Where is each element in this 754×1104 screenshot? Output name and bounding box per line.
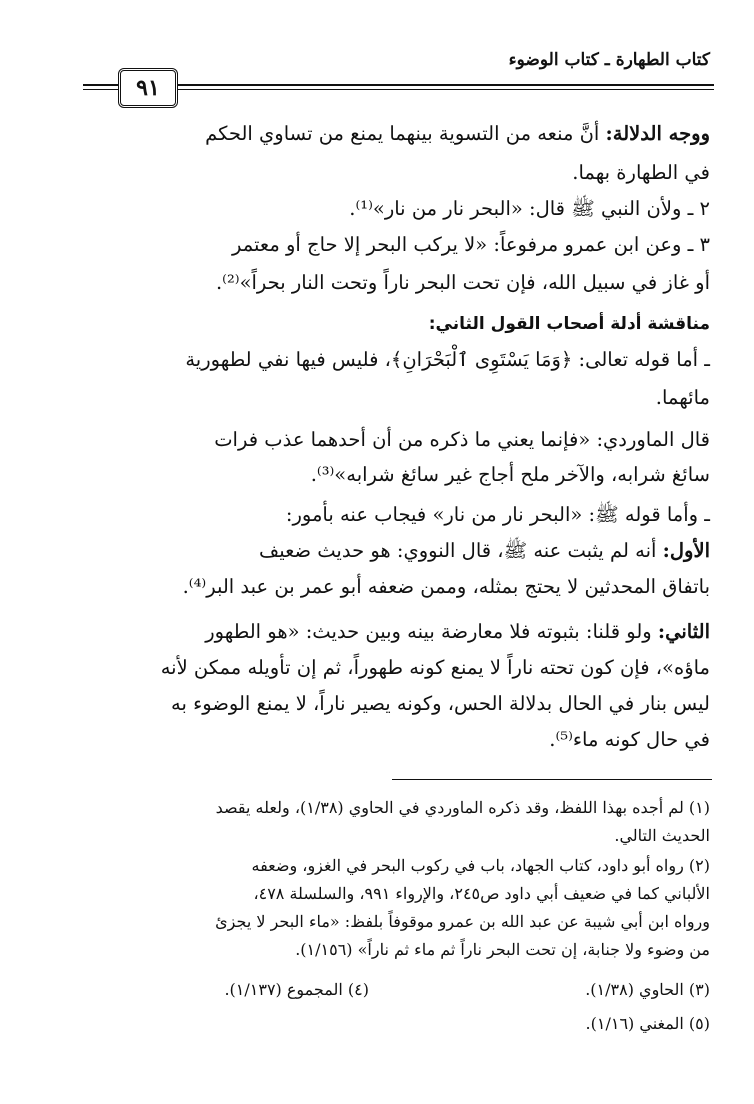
header-rule-thin [178, 89, 714, 90]
body-line-9: قال الماوردي: «فإنما يعني ما ذكره من أن أحدهما عذب فرات [214, 428, 710, 451]
footnote-4: (٤) المجموع (١/١٣٧). [224, 980, 369, 999]
body-line-4: ٣ ـ وعن ابن عمرو مرفوعاً: «لا يركب البحر إلا حاج أو معتمر [232, 233, 710, 256]
body-line-16: ليس بنار في الحال بدلالة الحس، وكونه يصير ناراً، لا يمنع الوضوء به [171, 692, 710, 715]
body-line-13: باتفاق المحدثين لا يحتج بمثله، وممن ضعفه أبو عمر بن عبد البر⁽⁴⁾. [182, 575, 710, 598]
section-heading: مناقشة أدلة أصحاب القول الثاني: [428, 314, 710, 334]
body-line-5: أو غاز في سبيل الله، فإن تحت البحر ناراً وتحت النار بحراً»⁽²⁾. [215, 271, 710, 294]
header-rule-left-thin [83, 89, 118, 90]
footnote-2-cont: ورواه ابن أبي شيبة عن عبد الله بن عمرو موقوفاً بلفظ: «ماء البحر لا يجزئ [215, 912, 710, 931]
body-text: أنَّ منعه من التسوية بينهما يمنع من تساوي الحكم [205, 122, 606, 145]
body-text: أنه لم يثبت عنه ﷺ، قال النووي: هو حديث ضعيف [259, 539, 663, 562]
lead-term: الثاني: [657, 620, 710, 643]
body-text: ولو قلنا: بثبوته فلا معارضة بينه وبين حديث: «هو الطهور [205, 620, 658, 643]
body-line-15: ماؤه»، فإن كون تحته ناراً لا يمنع كونه طهوراً، ثم إن تأويله ممكن لأنه [160, 656, 710, 679]
body-line-7: ـ أما قوله تعالى: ﴿وَمَا يَسْتَوِى ٱلْبَحْرَانِ﴾، فليس فيها نفي لطهورية [185, 348, 710, 371]
body-line-10: سائغ شرابه، والآخر ملح أجاج غير سائغ شرابه»⁽³⁾. [310, 463, 710, 486]
body-line-17: في حال كونه ماء⁽⁵⁾. [549, 728, 710, 751]
body-line-14 [205, 617, 710, 647]
footnote-1: (١) لم أجده بهذا اللفظ، وقد ذكره الماوردي في الحاوي (١/٣٨)، ولعله يقصد [215, 798, 710, 817]
body-line-2: في الطهارة بهما. [572, 161, 710, 184]
footnote-5: (٥) المغني (١/١٦). [585, 1014, 710, 1033]
lead-term: ووجه الدلالة: [605, 122, 710, 145]
lead-term: الأول: [662, 539, 710, 562]
body-line-12 [259, 536, 710, 566]
body-line-3: ٢ ـ ولأن النبي ﷺ قال: «البحر نار من نار»⁽¹⁾. [349, 197, 710, 220]
running-title: كتاب الطهارة ـ كتاب الوضوء [508, 50, 710, 70]
footnote-2: (٢) رواه أبو داود، كتاب الجهاد، باب في ركوب البحر في الغزو، وضعفه [251, 856, 710, 875]
footnote-separator [392, 779, 712, 780]
footnote-2-cont: الألباني كما في ضعيف أبي داود ص٢٤٥، والإرواء ٩٩١، والسلسلة ٤٧٨، [253, 884, 710, 903]
footnote-2-cont: من وضوء ولا جنابة، إن تحت البحر ناراً ثم ماء ثم ناراً» (١/١٥٦). [295, 940, 710, 959]
header-rule-left [83, 84, 118, 86]
footnote-1-cont: الحديث التالي. [614, 826, 710, 845]
body-line-8: مائهما. [655, 386, 710, 409]
body-line-11: ـ وأما قوله ﷺ: «البحر نار من نار» فيجاب عنه بأمور: [285, 503, 710, 526]
header-rule [178, 84, 714, 86]
page-number: ٩١ [118, 68, 178, 108]
footnote-3: (٣) الحاوي (١/٣٨). [585, 980, 710, 999]
body-line-1 [205, 119, 710, 149]
